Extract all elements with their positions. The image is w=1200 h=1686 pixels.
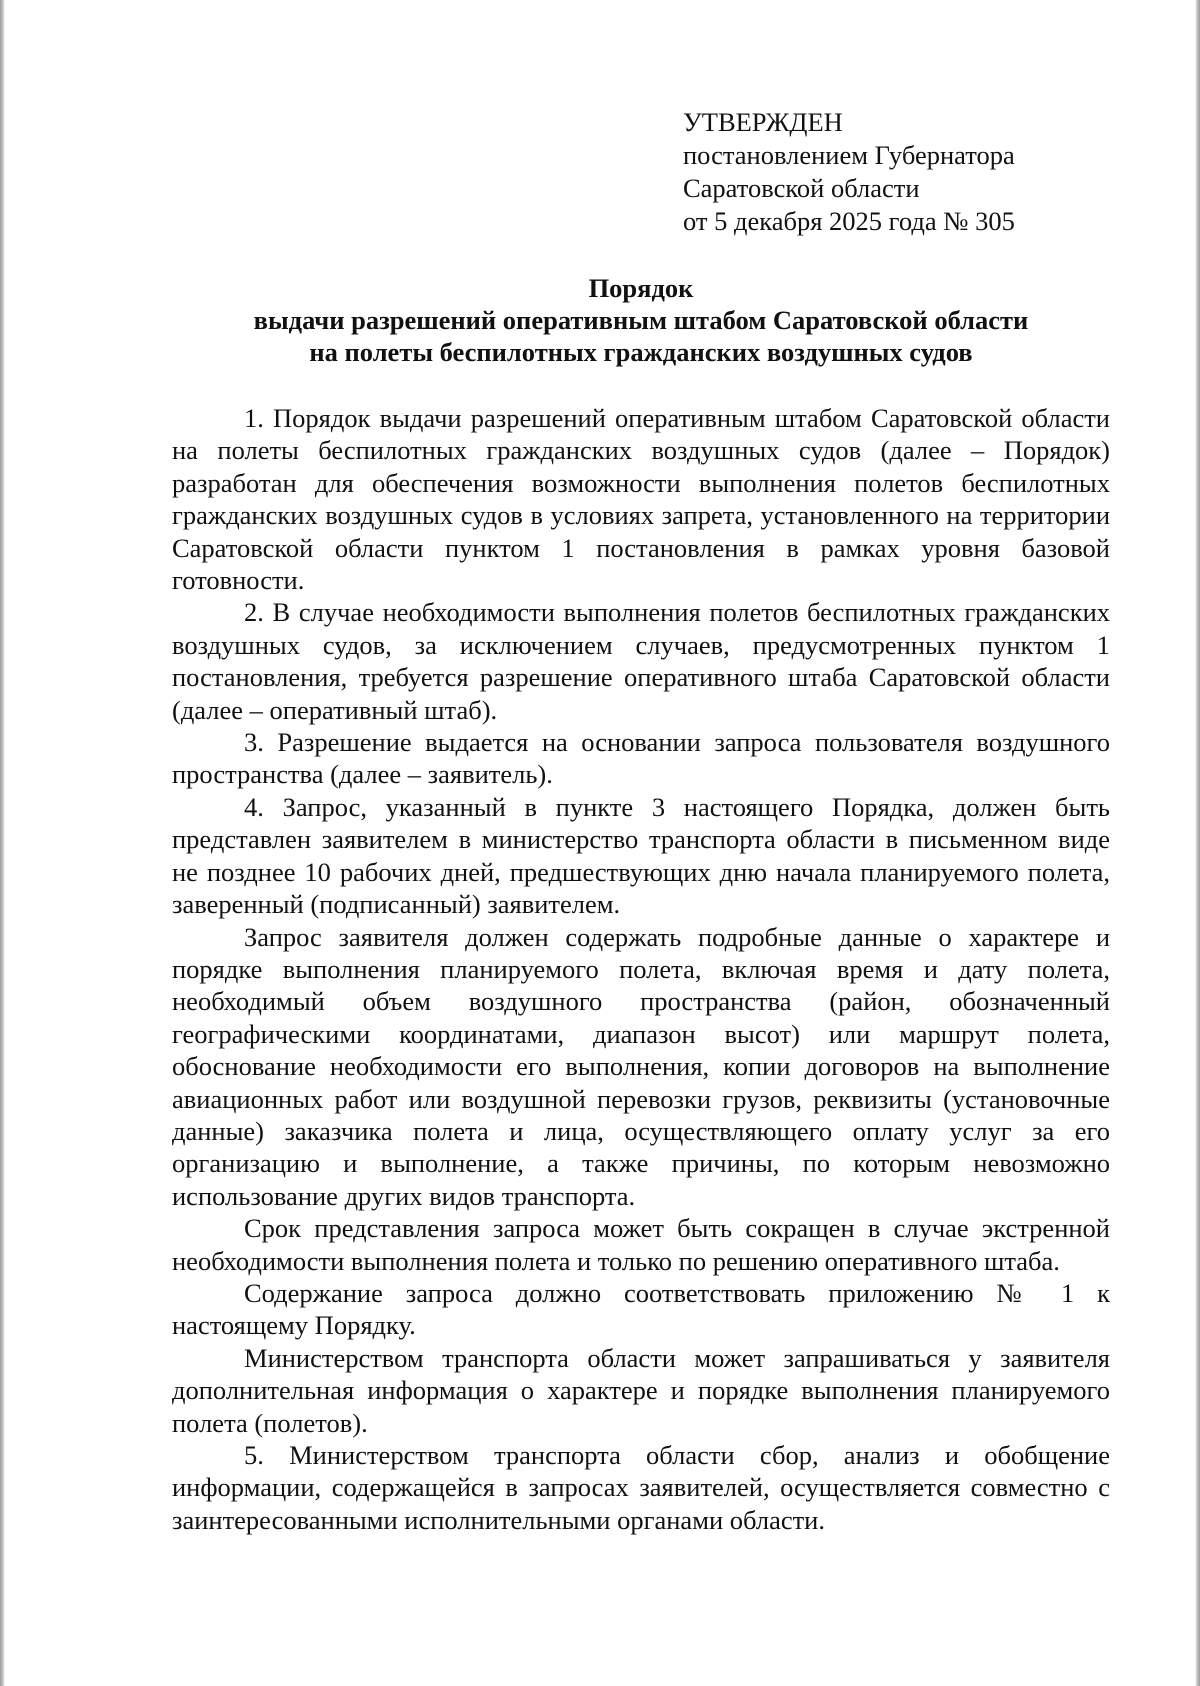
- paragraph-4-request-content: Запрос заявителя должен содержать подробные данные о характере и порядке выполнения планируемого полета, включая время и дату полета, необходимый объем воздушного пространства (район, обозначенный географическими координатами, диапазон высот) или маршрут полета, обоснование необходимости его выполнения, копии договоров на выполнение авиационных работ или воздушной перевозки грузов, реквизиты (установочные данные) заказчика полета и лица, осуществляющего оплату услуг за его организацию и выполнение, а также причины, по которым невозможно использование других видов транспорта.: [172, 921, 1110, 1211]
- paragraph-4-additional-info: Министерством транспорта области может запрашиваться у заявителя дополнительная информация о характере и порядке выполнения планируемого полета (полетов).: [172, 1342, 1110, 1438]
- paragraph-5: 5. Министерством транспорта области сбор, анализ и обобщение информации, содержащейся в запросах заявителей, осуществляется совместно с заинтересованными исполнительными органами области.: [172, 1440, 1110, 1535]
- paragraph-4: 4. Запрос, указанный в пункте 3 настоящего Порядка, должен быть представлен заявителем в министерство транспорта области в письменном виде не позднее 10 рабочих дней, предшествующих дню начала планируемого полета, заверенный (подписанный) заявителем.: [172, 791, 1110, 920]
- title-line-2: выдачи разрешений оперативным штабом Саратовской области: [253, 305, 1029, 335]
- approval-heading: УТВЕРЖДЕН: [683, 107, 843, 137]
- title-line-1: Порядок: [588, 273, 694, 303]
- document-title: [172, 272, 1110, 368]
- approval-region: Саратовской области: [683, 173, 920, 203]
- paragraph-4-deadline: Срок представления запроса может быть сокращен в случае экстренной необходимости выполнения полета и только по решению оперативного штаба.: [172, 1213, 1110, 1276]
- approval-stamp: [683, 106, 1015, 238]
- paragraph-3: 3. Разрешение выдается на основании запроса пользователя воздушного пространства (далее – заявитель).: [172, 727, 1110, 790]
- scan-edge-right: [1195, 0, 1200, 1686]
- paragraph-2: 2. В случае необходимости выполнения полетов беспилотных гражданских воздушных судов, за исключением случаев, предусмотренных пунктом 1 постановления, требуется разрешение оперативного штаба Саратовской области (далее – оперативный штаб).: [172, 597, 1110, 725]
- document-body: [172, 402, 1110, 1536]
- scan-edge-left: [0, 0, 5, 1686]
- paragraph-4-appendix: Содержание запроса должно соответствовать приложению № 1 к настоящему Порядку.: [172, 1277, 1110, 1341]
- paragraph-1: 1. Порядок выдачи разрешений оперативным штабом Саратовской области на полеты беспилотных гражданских воздушных судов (далее – Порядок) разработан для обеспечения возможности выполнения полетов беспилотных гражданских воздушных судов в условиях запрета, установленного на территории Саратовской области пунктом 1 постановления в рамках уровня базовой готовности.: [172, 403, 1110, 596]
- approval-by-decree: постановлением Губернатора: [683, 140, 1015, 170]
- title-line-3: на полеты беспилотных гражданских воздушных судов: [309, 337, 973, 367]
- approval-date-number: от 5 декабря 2025 года № 305: [683, 206, 1015, 236]
